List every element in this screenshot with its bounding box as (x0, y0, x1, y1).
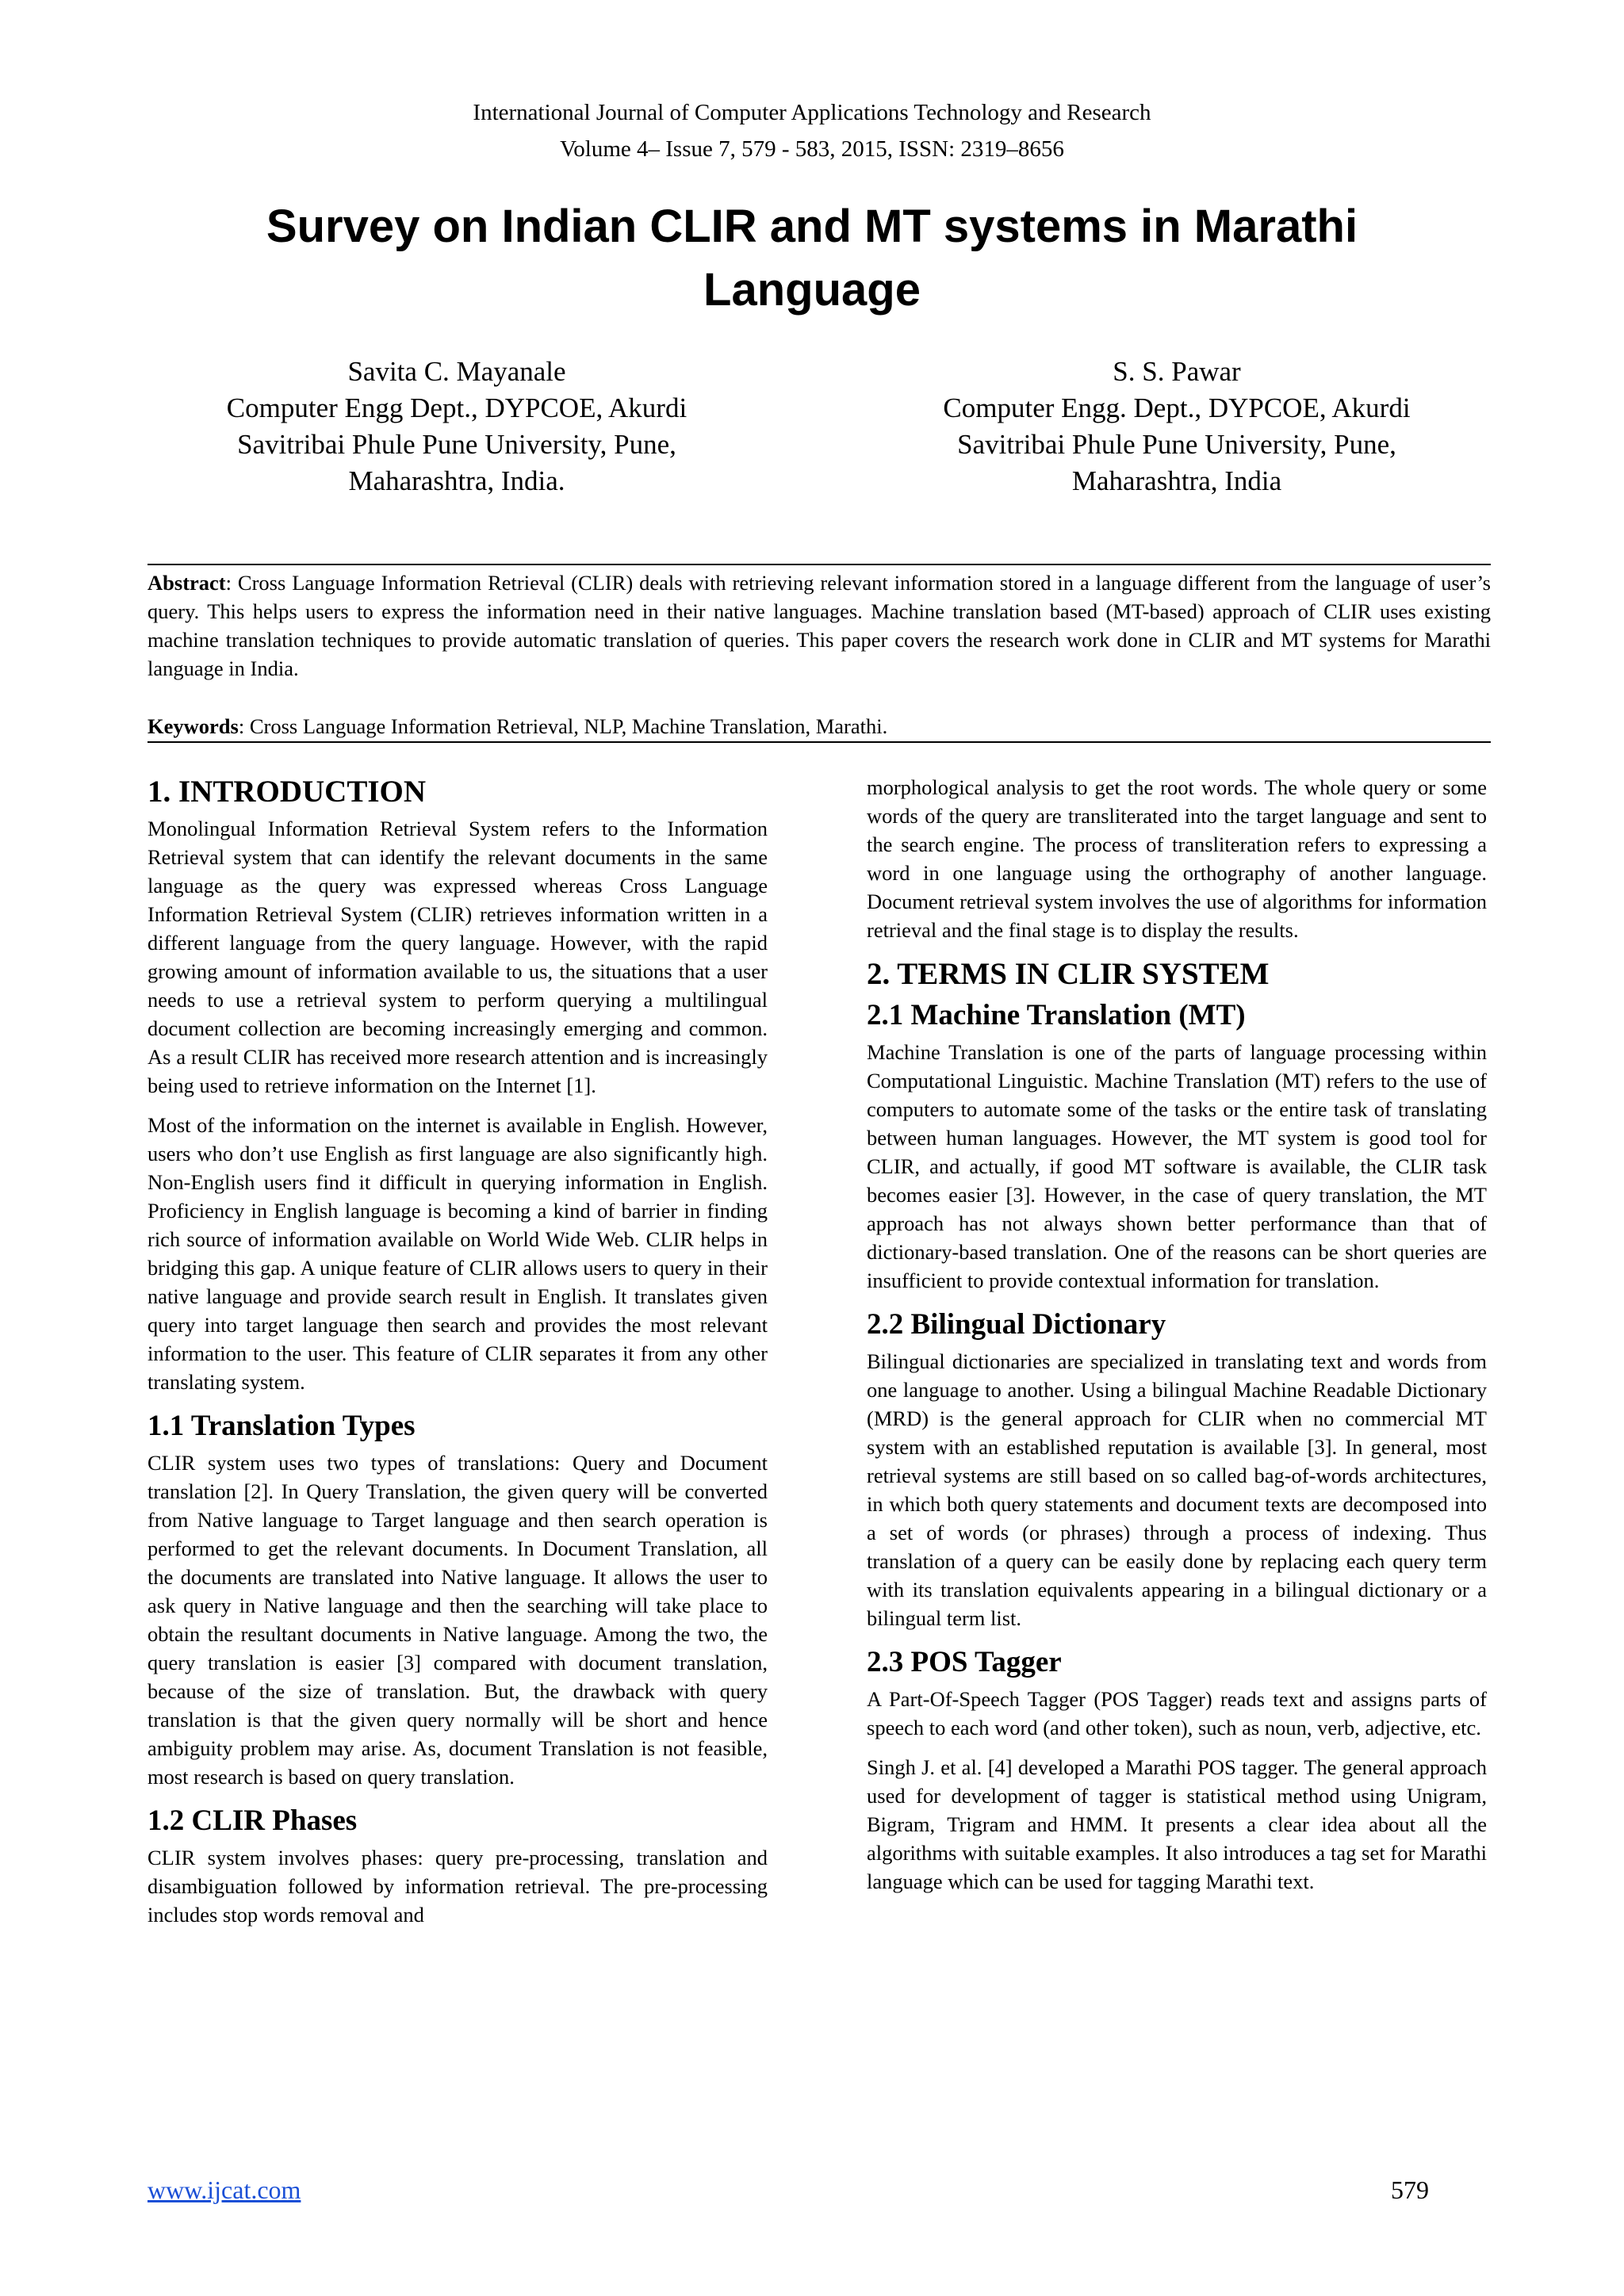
journal-name: International Journal of Computer Applications Technology and Research (473, 100, 1151, 125)
paper-title-line1: Survey on Indian CLIR and MT systems in Marathi (266, 201, 1358, 252)
right-column (867, 773, 1487, 1907)
author-univ: Savitribai Phule Pune University, Pune, (957, 429, 1396, 460)
heading-pos-tagger: 2.3 POS Tagger (867, 1646, 1062, 1678)
page-number: 579 (1391, 2175, 1429, 2204)
author-location: Maharashtra, India. (348, 465, 565, 496)
clir-phases-paragraph: CLIR system involves phases: query pre-processing, translation and disambiguation followed by information retrieval. The pre-processing includes stop words removal and (147, 1846, 768, 1927)
author-univ: Savitribai Phule Pune University, Pune, (237, 429, 676, 460)
pos-tagger-paragraph-1: A Part-Of-Speech Tagger (POS Tagger) reads text and assigns parts of speech to each word (and other token), such as noun, verb, adjective, etc. (867, 1687, 1487, 1739)
intro-paragraph-1: Monolingual Information Retrieval System refers to the Information Retrieval system that can identify the relevant documents in the same language as the query was expressed whereas Cross Language Information Retrieval System (CLIR) retrieves information written in a different language from the query language. However, with the rapid growing amount of information available to us, the situations that a user needs to use a retrieval system to perform querying a multilingual document collection are becoming increasingly emerging and common. As a result CLIR has received more research attention and is increasingly being used to retrieve information on the Internet [1]. (147, 817, 768, 1097)
pos-tagger-paragraph-2: Singh J. et al. [4] developed a Marathi POS tagger. The general approach used for development of tagger is statistical method using Unigram, Bigram, Trigram and HMM. It presents a clear idea about all the algorithms with suitable examples. It also introduces a tag set for Marathi language which can be used for tagging Marathi text. (867, 1755, 1487, 1893)
clir-phases-paragraph-cont: morphological analysis to get the root words. The whole query or some words of the query are transliterated into the target language and sent to the search engine. The process of transliteration refers to expressing a word in one language using the orthography of another language. Document retrieval system involves the use of algorithms for information retrieval and the final stage is to display the results. (867, 775, 1487, 942)
author-block-1 (155, 354, 758, 499)
journal-issue: Volume 4– Issue 7, 579 - 583, 2015, ISSN: 2319–8656 (560, 136, 1064, 162)
heading-machine-translation: 2.1 Machine Translation (MT) (867, 999, 1246, 1031)
author-dept: Computer Engg Dept., DYPCOE, Akurdi (226, 392, 688, 423)
author-name: S. S. Pawar (1113, 356, 1241, 387)
author-block-2 (875, 354, 1478, 499)
bilingual-dictionary-paragraph: Bilingual dictionaries are specialized in translating text and words from one language to another. Using a bilingual Machine Readable Dictionary (MRD) is the general approach for CLIR when no commercial MT system with an established reputation is available [3]. In general, most retrieval systems are still based on so called bag-of-words architectures, in which both query statements and document texts are decomposed into a set of words (or phrases) through a process of indexing. Thus translation of a query can be easily done by replacing each query term with its translation equivalents appearing in a bilingual dictionary or a bilingual term list. (867, 1349, 1487, 1630)
heading-bilingual-dictionary: 2.2 Bilingual Dictionary (867, 1308, 1166, 1341)
intro-paragraph-2: Most of the information on the internet is available in English. However, users who don’t use English as first language are also significantly high. Non-English users find it difficult in querying information in English. Proficiency in English language is becoming a kind of barrier in finding rich source of information available on World Wide Web. CLIR helps in bridging this gap. A unique feature of CLIR allows users to query in their native language and provide search result in English. It translates given query into target language then search and provides the most relevant information to the user. This feature of CLIR separates it from any other translating system. (147, 1113, 768, 1394)
heading-introduction: 1. INTRODUCTION (147, 775, 427, 809)
author-name: Savita C. Mayanale (347, 356, 566, 387)
author-dept: Computer Engg. Dept., DYPCOE, Akurdi (943, 392, 1411, 423)
translation-types-paragraph: CLIR system uses two types of translations: Query and Document translation [2]. In Query Translation, the given query will be converted from Native language to Target language and then search operation is performed to get the relevant documents. In Document Translation, all the documents are translated into Native language. It allows the user to ask query in Native language and then the searching will take place to obtain the resultant documents in Native language. Among the two, the query translation is easier [3] compared with document translation, because of the size of translation. But, the drawback with query translation is that the given query normally will be short and hence ambiguity problem may arise. As, document Translation is not feasible, most research is based on query translation. (147, 1451, 768, 1789)
divider-top (147, 564, 1491, 565)
keywords-label: Keywords (147, 714, 239, 738)
abstract (147, 568, 1491, 683)
keywords-text: : Cross Language Information Retrieval, NLP, Machine Translation, Marathi. (238, 714, 888, 738)
abstract-label: Abstract (147, 571, 226, 595)
paper-title-line2: Language (703, 264, 921, 316)
divider-bottom (147, 741, 1491, 743)
website-link[interactable]: www.ijcat.com (147, 2175, 301, 2204)
heading-translation-types: 1.1 Translation Types (147, 1410, 416, 1442)
left-column (147, 773, 768, 1940)
heading-terms-in-clir: 2. TERMS IN CLIR SYSTEM (867, 957, 1270, 991)
author-location: Maharashtra, India (1071, 465, 1282, 496)
heading-clir-phases: 1.2 CLIR Phases (147, 1804, 358, 1837)
abstract-text: : Cross Language Information Retrieval (CLIR) deals with retrieving relevant information stored in a language different from the language of user’s query. This helps users to express the information need in their native languages. Machine translation based (MT-based) approach of CLIR uses existing machine translation techniques to provide automatic translation of queries. This paper covers the research work done in CLIR and MT systems for Marathi language in India. (147, 571, 1491, 680)
keywords (147, 712, 1491, 740)
machine-translation-paragraph: Machine Translation is one of the parts of language processing within Computational Linguistic. Machine Translation (MT) refers to the use of computers to automate some of the tasks or the entire task of translating between human languages. However, the MT system is good tool for CLIR, and actually, if good MT software is available, the CLIR task becomes easier [3]. However, in the case of query translation, the MT approach has not always shown better performance than that of dictionary-based translation. One of the reasons can be short queries are insufficient to provide contextual information for translation. (867, 1040, 1487, 1292)
